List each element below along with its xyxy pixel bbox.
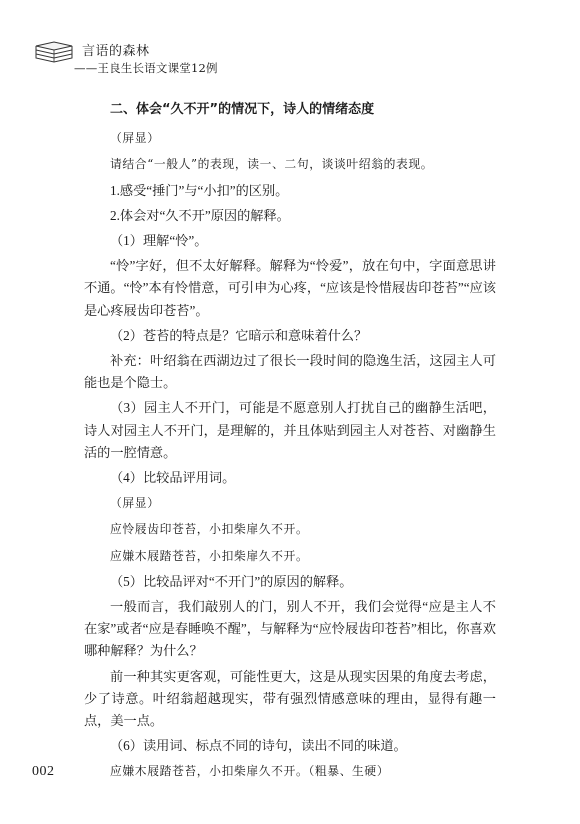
quoted-line: 应嫌木屐踏苍苔，小扣柴扉久不开。（粗暴、生硬） — [110, 764, 390, 779]
paragraph: （1）理解“怜”。 — [110, 233, 208, 249]
paragraph: （2）苍苔的特点是？它暗示和意味着什么？ — [110, 327, 368, 343]
page-body — [84, 99, 496, 787]
book-subtitle: ——王良生长语文课堂12例 — [74, 61, 218, 75]
quoted-line: 应怜屐齿印苍苔，小扣柴扉久不开。 — [110, 522, 309, 537]
paragraph: （3）园主人不开门，可能是不愿意别人打扰自己的幽静生活吧，诗人对园主人不开门，是理解的，并且体贴到园主人对苍苔、对幽静生活的一腔情意。 — [84, 400, 496, 460]
running-header — [34, 38, 234, 78]
paragraph: 一般而言，我们敲别人的门，别人不开，我们会觉得“应是主人不在家”或者“应是春睡唤不醒”，与解释为“应怜屐齿印苍苔”相比，你喜欢哪种解释？为什么？ — [84, 599, 496, 659]
paragraph: 1.感受“捶门”与“小扣”的区别。 — [110, 182, 289, 198]
paragraph: （6）读用词、标点不同的诗句，读出不同的味道。 — [110, 738, 407, 754]
book-title: 言语的森林 — [82, 44, 150, 59]
quoted-line: 应嫌木屐踏苍苔，小扣柴扉久不开。 — [110, 548, 309, 563]
paragraph: “怜”字好，但不太好解释。解释为“怜爱”，放在句中，字面意思讲不通。“怜”本有怜惜意，可引申为心疼，“应该是怜惜屐齿印苍苔”“应该是心疼屐齿印苍苔”。 — [84, 258, 496, 318]
paragraph: （4）比较品评用词。 — [110, 470, 236, 486]
paragraph: （5）比较品评对“不开门”的原因的解释。 — [110, 573, 353, 589]
paragraph: 2.体会对“久不开”原因的解释。 — [110, 207, 290, 223]
quoted-line: （屏显） — [110, 496, 160, 511]
page-number: 002 — [32, 764, 55, 779]
section-heading: 二、体会“久不开”的情况下，诗人的情绪态度 — [110, 102, 375, 117]
quoted-line: （屏显） — [110, 131, 160, 146]
paragraph: 补充：叶绍翁在西湖边过了很长一段时间的隐逸生活，这园主人可能也是个隐士。 — [84, 353, 496, 391]
paragraph: 前一种其实更客观，可能性更大，这是从现实因果的角度去考虑，少了诗意。叶绍翁超越现实，带有强烈情感意味的理由，显得有趣一点，美一点。 — [84, 668, 496, 729]
quoted-line: 请结合“一般人”的表现，读一、二句，谈谈叶绍翁的表现。 — [110, 157, 434, 172]
book-stack-icon — [34, 40, 74, 66]
